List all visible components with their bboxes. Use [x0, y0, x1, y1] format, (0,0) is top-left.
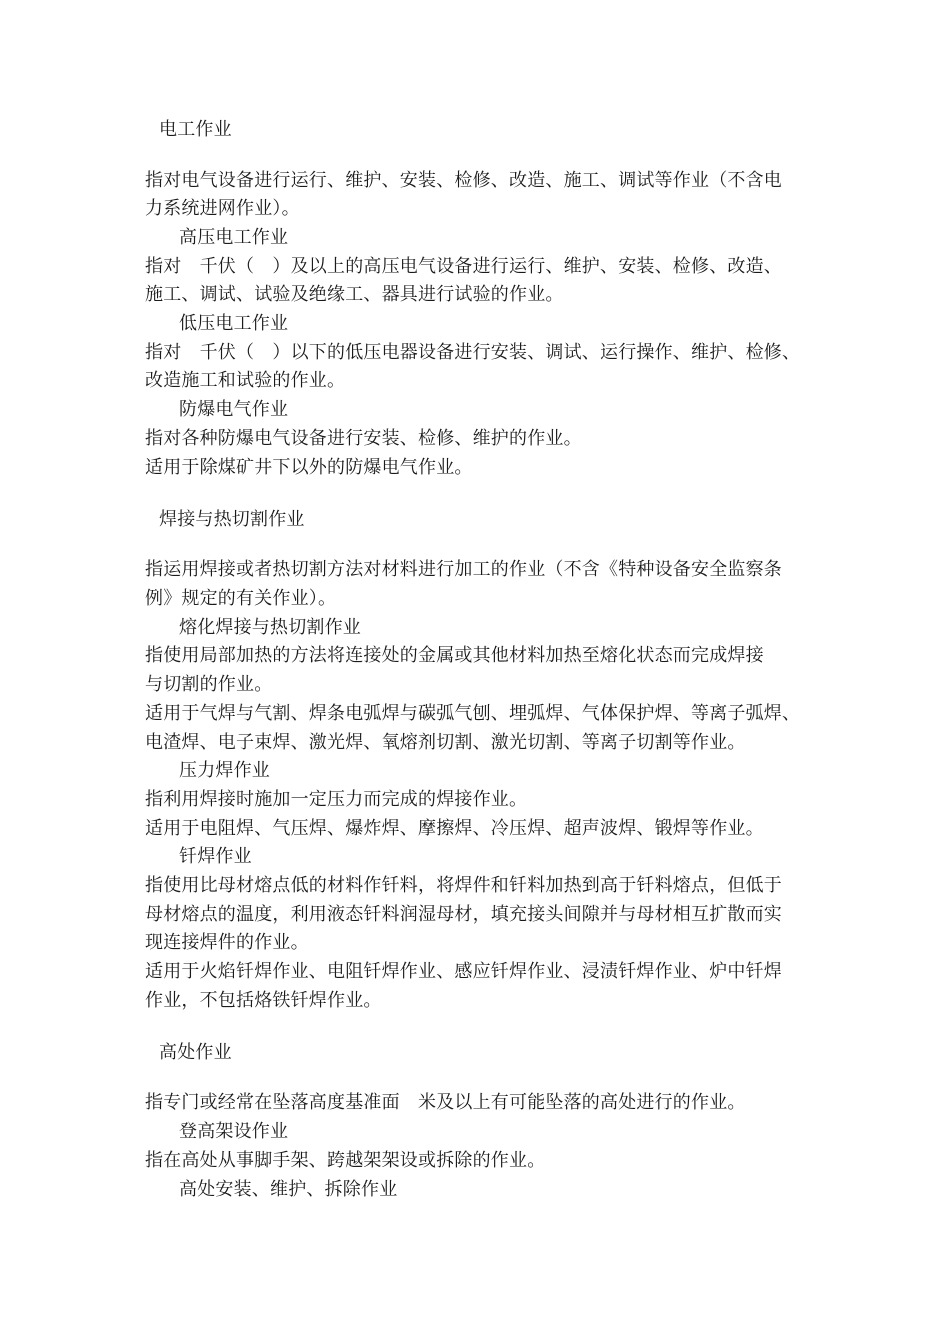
- paragraph-line: 适用于电阻焊、气压焊、爆炸焊、摩擦焊、冷压焊、超声波焊、锻焊等作业。: [145, 818, 764, 839]
- paragraph-line: 指专门或经常在坠落高度基准面 米及以上有可能坠落的高处进行的作业。: [145, 1092, 746, 1113]
- paragraph-line: 适用于火焰钎焊作业、电阻钎焊作业、感应钎焊作业、浸渍钎焊作业、炉中钎焊: [145, 961, 782, 982]
- subsection-heading: 低压电工作业: [179, 313, 289, 334]
- subsection-heading: 防爆电气作业: [179, 399, 289, 420]
- paragraph-line: 例》规定的有关作业）。: [145, 588, 337, 609]
- paragraph-line: 改造施工和试验的作业。: [145, 370, 346, 391]
- paragraph-line: 电渣焊、电子束焊、激光焊、氧熔剂切割、激光切割、等离子切割等作业。: [145, 732, 746, 753]
- paragraph-line: 指在高处从事脚手架、跨越架架设或拆除的作业。: [145, 1150, 546, 1171]
- paragraph-line: 指对 千伏（ ）及以上的高压电气设备进行运行、维护、安装、检修、改造、: [145, 256, 782, 277]
- section-heading: 高处作业: [159, 1042, 232, 1063]
- subsection-heading: 熔化焊接与热切割作业: [179, 617, 361, 638]
- paragraph-line: 指使用比母材熔点低的材料作钎料，将焊件和钎料加热到高于钎料熔点，但低于: [145, 875, 782, 896]
- subsection-heading: 高压电工作业: [179, 227, 289, 248]
- section-heading: 焊接与热切割作业: [159, 509, 305, 530]
- paragraph-line: 现连接焊件的作业。: [145, 932, 309, 953]
- subsection-heading: 钎焊作业: [179, 846, 252, 867]
- paragraph-line: 指对各种防爆电气设备进行安装、检修、维护的作业。: [145, 428, 582, 449]
- paragraph-line: 指运用焊接或者热切割方法对材料进行加工的作业（不含《特种设备安全监察条: [145, 559, 782, 580]
- paragraph-line: 指对电气设备进行运行、维护、安装、检修、改造、施工、调试等作业（不含电: [145, 170, 782, 191]
- subsection-heading: 压力焊作业: [179, 760, 270, 781]
- paragraph-line: 指利用焊接时施加一定压力而完成的焊接作业。: [145, 789, 528, 810]
- paragraph-line: 适用于除煤矿井下以外的防爆电气作业。: [145, 457, 473, 478]
- paragraph-line: 作业，不包括烙铁钎焊作业。: [145, 990, 382, 1011]
- paragraph-line: 力系统进网作业）。: [145, 198, 300, 219]
- paragraph-line: 指使用局部加热的方法将连接处的金属或其他材料加热至熔化状态而完成焊接: [145, 645, 764, 666]
- paragraph-line: 施工、调试、试验及绝缘工、器具进行试验的作业。: [145, 284, 564, 305]
- subsection-heading: 登高架设作业: [179, 1121, 289, 1142]
- paragraph-line: 指对 千伏（ ）以下的低压电器设备进行安装、调试、运行操作、维护、检修、: [145, 342, 801, 363]
- section-heading: 电工作业: [159, 119, 232, 140]
- subsection-heading: 高处安装、维护、拆除作业: [179, 1179, 398, 1200]
- paragraph-line: 母材熔点的温度，利用液态钎料润湿母材，填充接头间隙并与母材相互扩散而实: [145, 904, 782, 925]
- paragraph-line: 与切割的作业。: [145, 674, 273, 695]
- paragraph-line: 适用于气焊与气割、焊条电弧焊与碳弧气刨、埋弧焊、气体保护焊、等离子弧焊、: [145, 703, 801, 724]
